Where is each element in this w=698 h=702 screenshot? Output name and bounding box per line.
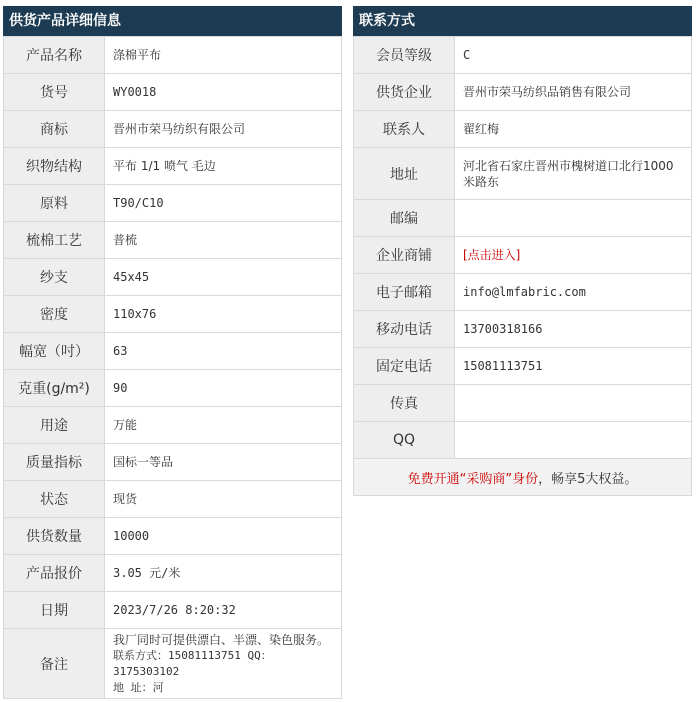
density-value: 110x76 — [105, 296, 342, 333]
contact-person-label: 联系人 — [354, 111, 455, 148]
price-value: 3.05 元/米 — [105, 555, 342, 592]
remark-line: 我厂同时可提供漂白、半漂、染色服务。 — [113, 632, 330, 647]
fabric-structure-value: 平布 1/1 喷气 毛边 — [105, 148, 342, 185]
enter-shop-link[interactable]: [点击进入] — [463, 248, 521, 262]
table-row — [4, 592, 342, 629]
supply-quantity-value: 10000 — [105, 518, 342, 555]
contact-title: 联系方式 — [353, 6, 692, 36]
brand-label: 商标 — [4, 111, 105, 148]
product-detail-panel — [3, 6, 342, 699]
address-value: 河北省石家庄晋州市槐树道口北行1000米路东 — [455, 148, 692, 200]
width-value: 63 — [105, 333, 342, 370]
table-row — [4, 111, 342, 148]
landline-value: 15081113751 — [455, 348, 692, 385]
qq-value — [455, 422, 692, 459]
table-row — [4, 518, 342, 555]
width-label: 幅宽（吋） — [4, 333, 105, 370]
remark-line: 联系方式：15081113751 QQ：3175303102 — [113, 648, 272, 678]
status-label: 状态 — [4, 481, 105, 518]
price-label: 产品报价 — [4, 555, 105, 592]
mobile-label: 移动电话 — [354, 311, 455, 348]
email-label: 电子邮箱 — [354, 274, 455, 311]
item-number-value: WY0018 — [105, 74, 342, 111]
table-row — [4, 555, 342, 592]
fax-value — [455, 385, 692, 422]
item-number-label: 货号 — [4, 74, 105, 111]
table-row — [4, 629, 342, 699]
promo-suffix: ，畅享5大权益。 — [538, 471, 638, 487]
usage-label: 用途 — [4, 407, 105, 444]
table-row — [354, 37, 692, 74]
yarn-count-value: 45x45 — [105, 259, 342, 296]
table-row — [4, 37, 342, 74]
table-row — [354, 237, 692, 274]
fabric-structure-label: 织物结构 — [4, 148, 105, 185]
landline-label: 固定电话 — [354, 348, 455, 385]
member-level-label: 会员等级 — [354, 37, 455, 74]
material-value: T90/C10 — [105, 185, 342, 222]
contact-person-value: 翟红梅 — [455, 111, 692, 148]
member-level-value: C — [455, 37, 692, 74]
product-name-label: 产品名称 — [4, 37, 105, 74]
table-row — [4, 222, 342, 259]
quality-label: 质量指标 — [4, 444, 105, 481]
buyer-signup-link[interactable]: 免费开通“采购商”身份 — [407, 471, 539, 487]
address-label: 地址 — [354, 148, 455, 200]
table-row — [354, 274, 692, 311]
supplier-label: 供货企业 — [354, 74, 455, 111]
table-row — [354, 385, 692, 422]
shop-cell — [455, 237, 692, 274]
table-row — [4, 407, 342, 444]
usage-value: 万能 — [105, 407, 342, 444]
product-detail-table — [3, 36, 342, 699]
table-row — [4, 333, 342, 370]
yarn-count-label: 纱支 — [4, 259, 105, 296]
table-row — [4, 185, 342, 222]
product-detail-title: 供货产品详细信息 — [3, 6, 342, 36]
table-row — [4, 259, 342, 296]
weight-label: 克重(g/m²) — [4, 370, 105, 407]
supplier-value: 晋州市荣马纺织品销售有限公司 — [455, 74, 692, 111]
remark-value — [105, 629, 342, 699]
table-row — [4, 444, 342, 481]
postcode-label: 邮编 — [354, 200, 455, 237]
postcode-value — [455, 200, 692, 237]
table-row — [4, 370, 342, 407]
table-row — [354, 311, 692, 348]
table-row — [4, 74, 342, 111]
quality-value: 国标一等品 — [105, 444, 342, 481]
table-row — [4, 296, 342, 333]
email-value: info@lmfabric.com — [455, 274, 692, 311]
table-row — [354, 74, 692, 111]
table-row — [4, 148, 342, 185]
material-label: 原料 — [4, 185, 105, 222]
brand-value: 晋州市荣马纺织有限公司 — [105, 111, 342, 148]
fax-label: 传真 — [354, 385, 455, 422]
status-value: 现货 — [105, 481, 342, 518]
contact-panel — [353, 6, 692, 496]
table-row — [354, 459, 692, 496]
table-row — [4, 481, 342, 518]
table-row — [354, 348, 692, 385]
date-label: 日期 — [4, 592, 105, 629]
table-row — [354, 148, 692, 200]
mobile-value: 13700318166 — [455, 311, 692, 348]
promo-banner — [354, 459, 692, 496]
remark-label: 备注 — [4, 629, 105, 699]
table-row — [354, 200, 692, 237]
table-row — [354, 422, 692, 459]
supply-quantity-label: 供货数量 — [4, 518, 105, 555]
shop-label: 企业商铺 — [354, 237, 455, 274]
carding-process-label: 梳棉工艺 — [4, 222, 105, 259]
qq-label: QQ — [354, 422, 455, 459]
product-name-value: 涤棉平布 — [105, 37, 342, 74]
table-row — [354, 111, 692, 148]
remark-line: 地 址：河 — [113, 680, 164, 694]
density-label: 密度 — [4, 296, 105, 333]
carding-process-value: 普梳 — [105, 222, 342, 259]
contact-table — [353, 36, 692, 496]
weight-value: 90 — [105, 370, 342, 407]
date-value: 2023/7/26 8:20:32 — [105, 592, 342, 629]
